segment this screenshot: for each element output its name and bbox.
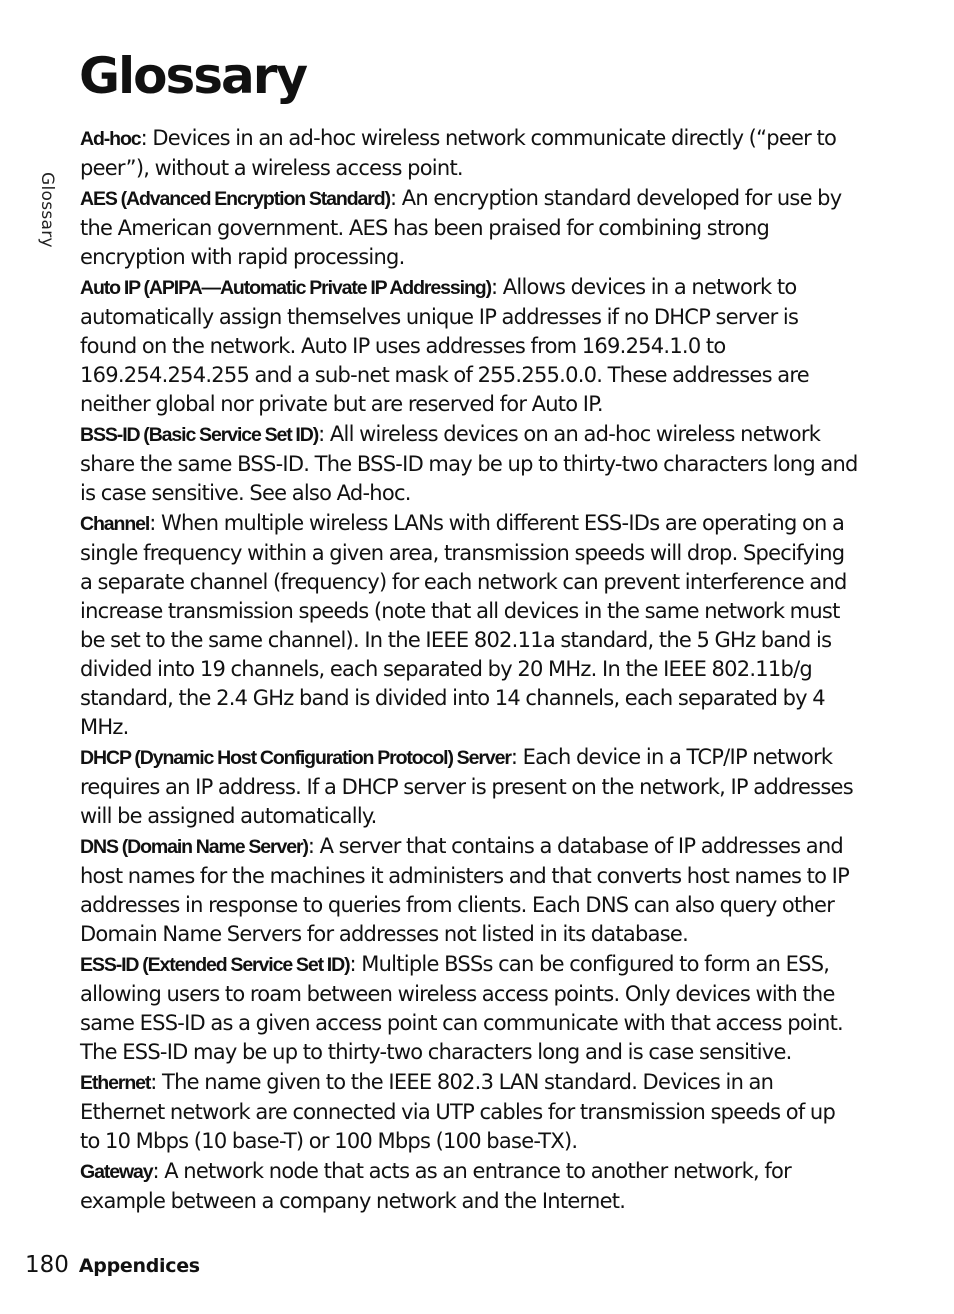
glossary-entry xyxy=(80,420,860,508)
side-section-label: Glossary xyxy=(37,172,57,248)
glossary-term: Ethernet xyxy=(80,1072,151,1094)
glossary-definition: : Devices in an ad-hoc wireless network communicate directly (“peer to peer”), without a wireless access point. xyxy=(80,126,837,180)
page-number: 180 xyxy=(25,1252,69,1278)
glossary-definition: : The name given to the IEEE 802.3 LAN standard. Devices in an Ethernet network are connected via UTP cables for transmission speeds of up to 10 Mbps (10 base-T) or 100 Mbps (100 base-TX). xyxy=(80,1070,836,1153)
glossary-entry xyxy=(80,743,860,831)
glossary-entry xyxy=(80,1068,860,1156)
footer-section-name: Appendices xyxy=(78,1255,200,1277)
glossary-term: BSS-ID (Basic Service Set ID) xyxy=(80,424,319,446)
page-title: Glossary xyxy=(79,47,307,105)
glossary-term: Ad-hoc xyxy=(80,128,141,150)
glossary-definition: : An encryption standard developed for use by the American government. AES has been praised for combining strong encryption with rapid processing. xyxy=(80,186,842,269)
glossary-entry xyxy=(80,509,860,742)
glossary-definition: : Each device in a TCP/IP network requires an IP address. If a DHCP server is present on the network, IP addresses will be assigned automatically. xyxy=(80,745,853,828)
glossary-term: DNS (Domain Name Server) xyxy=(80,836,308,858)
glossary-entry xyxy=(80,124,860,183)
glossary-entry xyxy=(80,1157,860,1216)
glossary-term: DHCP (Dynamic Host Configuration Protocol) Server xyxy=(80,747,511,769)
glossary-definition: : A server that contains a database of IP addresses and host names for the machines it administers and that converts host names to IP addresses in response to queries from clients. Each DNS can also query other Domain Name Servers for addresses not listed in its database. xyxy=(80,834,850,946)
glossary-term: AES (Advanced Encryption Standard) xyxy=(80,188,390,210)
glossary-entry xyxy=(80,832,860,949)
glossary-entry xyxy=(80,950,860,1067)
glossary-definition: : A network node that acts as an entrance to another network, for example between a company network and the Internet. xyxy=(80,1159,792,1213)
glossary-entry xyxy=(80,273,860,419)
glossary-list xyxy=(80,124,860,1217)
glossary-entry xyxy=(80,184,860,272)
side-section-tab xyxy=(37,172,57,262)
page-footer xyxy=(25,1252,200,1278)
glossary-term: Channel xyxy=(80,513,150,535)
glossary-term: Gateway xyxy=(80,1161,153,1183)
glossary-definition: : Multiple BSSs can be configured to form an ESS, allowing users to roam between wireless access points. Only devices with the same ESS-ID as a given access point can communicate with that access point. The ESS-ID may be up to thirty-two characters long and is case sensitive. xyxy=(80,952,843,1064)
glossary-term: ESS-ID (Extended Service Set ID) xyxy=(80,954,350,976)
glossary-definition: : When multiple wireless LANs with different ESS-IDs are operating on a single frequency within a given area, transmission speeds will drop. Specifying a separate channel (frequency) for each network can prevent interference and increase transmission speeds (note that all devices in the same network must be set to the same channel). In the IEEE 802.11a standard, the 5 GHz band is divided into 19 channels, each separated by 20 MHz. In the IEEE 802.11b/g standard, the 2.4 GHz band is divided into 14 channels, each separated by 4 MHz. xyxy=(80,511,847,739)
glossary-definition: : Allows devices in a network to automatically assign themselves unique IP addresses if no DHCP server is found on the network. Auto IP uses addresses from 169.254.1.0 to 169.254.254.255 and a sub-net mask of 255.255.0.0. These addresses are neither global nor private but are reserved for Auto IP. xyxy=(80,275,809,416)
glossary-term: Auto IP (APIPA—Automatic Private IP Addressing) xyxy=(80,277,491,299)
glossary-definition: : All wireless devices on an ad-hoc wireless network share the same BSS-ID. The BSS-ID may be up to thirty-two characters long and is case sensitive. See also Ad-hoc. xyxy=(80,422,858,505)
